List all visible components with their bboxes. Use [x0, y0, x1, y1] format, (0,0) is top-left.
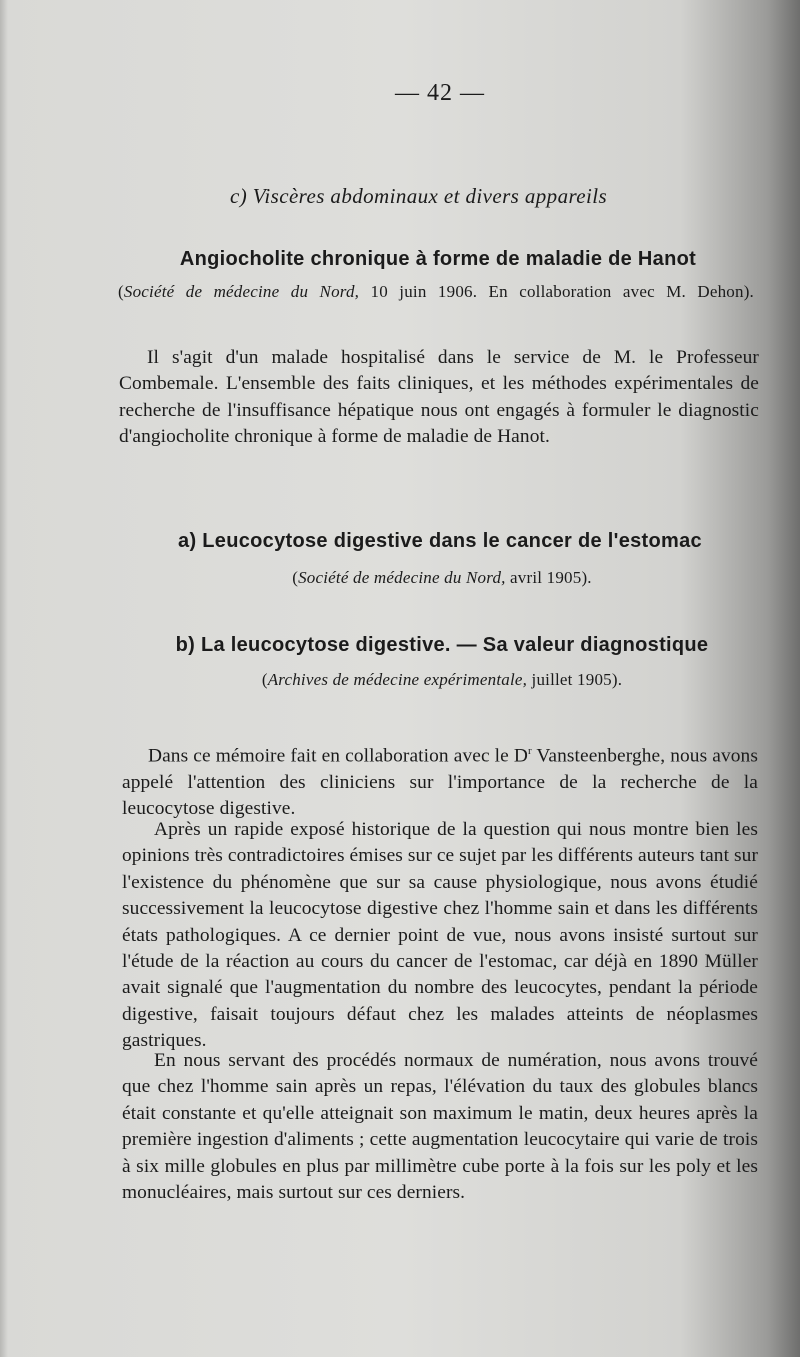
reference-open: (	[292, 568, 299, 587]
article-reference-angiocholite	[118, 282, 754, 302]
article-reference-leucocytose-diagnostique	[0, 670, 800, 690]
reference-source: Société de médecine du Nord,	[298, 568, 506, 587]
reference-open: (	[261, 670, 268, 689]
reference-details: juillet 1905).	[527, 670, 623, 689]
paragraph-text: Vansteenberghe, nous avons appelé l'attention des cliniciens sur l'importance de la recherche de la leucocytose digestive.	[122, 745, 758, 820]
page-number: — 42 —	[395, 80, 485, 106]
reference-details: 10 juin 1906. En collaboration avec M. Dehon).	[359, 282, 755, 301]
article-title-leucocytose-cancer: a) Leucocytose digestive dans le cancer de l'estomac	[178, 530, 702, 552]
paragraph-text: Dans ce mémoire fait en collaboration avec le D	[148, 745, 528, 767]
doctor-superscript: r	[528, 745, 532, 757]
paragraph-numeration: En nous servant des procédés normaux de numération, nous avons trouvé que chez l'homme sain après un repas, l'élévation du taux des globules blancs était constante et qu'elle atteignait son maximum le matin, deux heures après la première ingestion d'aliments ; cette augmentation leucocytaire qui varie de trois à six mille globules en plus par millimètre cube porte à la fois sur les poly et les monucléaires, mais surtout sur ces derniers.	[122, 1050, 758, 1204]
article-reference-leucocytose-cancer	[0, 568, 800, 588]
paragraph-angiocholite: Il s'agit d'un malade hospitalisé dans le service de M. le Professeur Combemale. L'ensemble des faits cliniques, et les méthodes expérimentales de recherche de l'insuffisance hépatique nous ont engagés à formuler le diagnostic d'angiocholite chronique à forme de maladie de Hanot.	[119, 347, 759, 448]
reference-source: Archives de médecine expérimentale,	[267, 670, 528, 689]
section-heading: c) Viscères abdominaux et divers appareils	[230, 184, 608, 208]
article-title-angiocholite: Angiocholite chronique à forme de maladie de Hanot	[179, 248, 697, 270]
article-title-leucocytose-diagnostique: b) La leucocytose digestive. — Sa valeur diagnostique	[175, 634, 709, 656]
paragraph-historique: Après un rapide exposé historique de la question qui nous montre bien les opinions très contradictoires émises sur ce sujet par les différents auteurs tant sur l'existence du phénomène que sur sa cause physiologique, nous avons étudié successivement la leucocytose digestive chez l'homme sain et dans les différents états pathologiques. A ce dernier point de vue, nous avons insisté surtout sur l'étude de la réaction au cours du cancer de l'estomac, car déjà en 1890 Müller avait signalé que l'augmentation du nombre des leucocytes, pendant la période digestive, faisait toujours défaut chez les malades atteints de néoplasmes gastriques.	[122, 819, 759, 1052]
paragraph-memoire-intro	[122, 738, 758, 823]
reference-open: (	[118, 282, 124, 301]
reference-source: Société de médecine du Nord,	[123, 282, 360, 301]
reference-details: avril 1905).	[505, 568, 592, 587]
